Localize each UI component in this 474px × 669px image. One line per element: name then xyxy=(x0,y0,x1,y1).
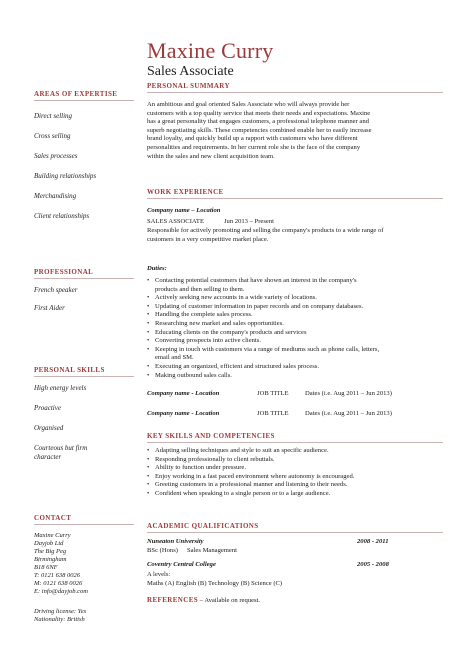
contact-address xyxy=(34,532,88,596)
expertise-section xyxy=(34,90,134,220)
list-item: • Ability to function under pressure. xyxy=(147,464,247,472)
references-line xyxy=(147,596,260,606)
contact-line: B18 6NF xyxy=(34,564,58,571)
list-item: • Executing an organized, efficient and structured sales process. xyxy=(147,362,319,370)
list-item: • Updating of customer information in paper records and on company databases. xyxy=(147,302,364,310)
current-role: SALES ASSOCIATE xyxy=(147,218,204,225)
list-item: • Handling the complete sales process. xyxy=(147,311,253,319)
education-detail-1: BSc (Hons) Sales Management xyxy=(147,547,237,554)
skill-item: character xyxy=(34,453,62,461)
previous-job-1: Company name - Location JOB TITLE Dates (i.e. Aug 2011 – Jun 2013) xyxy=(147,390,392,397)
duties-label: Duties: xyxy=(147,265,167,272)
contact-mobile: M: 0121 638 0026 xyxy=(34,580,83,587)
list-item: • Contacting potential customers that have shown an interest in the company's products and then selling to them. xyxy=(147,277,357,293)
education-detail-2b: Maths (A) English (B) Technology (B) Science (C) xyxy=(147,580,283,587)
contact-heading: CONTACT xyxy=(34,514,134,525)
contact-line: Maxine Curry xyxy=(34,532,71,539)
key-skills-heading: KEY SKILLS AND COMPETENCIES xyxy=(147,432,443,443)
references-text: – Available on request. xyxy=(199,597,261,604)
expertise-item: Direct selling xyxy=(34,112,73,120)
job-title: Sales Associate xyxy=(147,64,234,79)
references-label: REFERENCES xyxy=(147,596,199,604)
expertise-item: Cross selling xyxy=(34,132,71,140)
expertise-heading: AREAS OF EXPERTISE xyxy=(34,90,134,101)
expertise-item: Sales processes xyxy=(34,152,78,160)
professional-item: First Aider xyxy=(34,304,65,312)
list-item: • Greeting customers in a professional manner and listening to their needs. xyxy=(147,481,348,489)
contact-line: The Big Peg xyxy=(34,548,67,555)
education-heading: ACADEMIC QUALIFICATIONS xyxy=(147,522,443,533)
summary-text xyxy=(147,101,439,161)
summary-line: An ambitious and goal oriented Sales Associate who will always provide her xyxy=(147,101,350,108)
list-item: • Adapting selling techniques and style to suit an specific audience. xyxy=(147,447,329,454)
list-item: • Making outbound sales calls. xyxy=(147,371,232,379)
expertise-item: Merchandising xyxy=(34,192,77,200)
list-item: • Educating clients on the company's products and services xyxy=(147,328,307,336)
professional-item: French speaker xyxy=(34,286,78,294)
resp-line: customers in a very competitive market place. xyxy=(147,235,269,243)
summary-line: personalities and requirements. In her current role she is the face of the company xyxy=(147,143,361,151)
nationality: Nationality: British xyxy=(34,616,85,623)
skill-item: High energy levels xyxy=(34,384,87,392)
summary-line: brand loyalty, and quickly build up a rapport with customers who have different xyxy=(147,135,358,143)
key-skills-list xyxy=(147,447,439,499)
list-item: • Keeping in touch with customers via a range of mediums such as phone calls, letters, email and SM. xyxy=(147,345,380,362)
summary-line: customers with a top quality service that meets their needs and expectations. Maxine xyxy=(147,109,371,117)
responsibility-text xyxy=(147,227,439,244)
personal-skills-heading: PERSONAL SKILLS xyxy=(34,366,134,377)
contact-line: Birmingham xyxy=(34,556,67,563)
current-company: Company name – Location xyxy=(147,207,221,214)
contact-phone: T: 0121 638 0026 xyxy=(34,572,81,579)
skill-item: Proactive xyxy=(34,404,61,412)
expertise-item: Building relationships xyxy=(34,172,97,180)
list-item: • Enjoy working in a fast paced environment where autonomy is encouraged. xyxy=(147,472,355,480)
education-entry-1: Nuneaton University 2008 - 2011 xyxy=(147,538,389,545)
list-item: • Converting prospects into active clients. xyxy=(147,337,262,345)
summary-line: has a great personality that engages customers, a professional telephone manner and xyxy=(147,118,369,126)
list-item: • Actively seeking new accounts in a wide variety of locations. xyxy=(147,294,317,302)
driving-license: Driving license: Yes xyxy=(34,608,87,615)
duties-list xyxy=(147,277,439,380)
summary-heading: PERSONAL SUMMARY xyxy=(147,82,443,93)
skill-item: Courteous but firm xyxy=(34,444,88,452)
education-detail-2a: A levels: xyxy=(147,571,171,578)
list-item: • Responding professionally to client rebuttals. xyxy=(147,455,275,463)
list-item: • Researching new market and sales opportunities. xyxy=(147,319,284,327)
personal-skills-section xyxy=(34,366,134,461)
professional-section xyxy=(34,268,134,312)
contact-section xyxy=(34,514,134,623)
list-item: • Confident when speaking to a single person or to a large audience. xyxy=(147,489,331,497)
summary-line: superb negotiating skills. These competencies combined enable her to easily increase xyxy=(147,126,372,134)
candidate-name: Maxine Curry xyxy=(147,38,274,63)
contact-line: Dayjob Ltd xyxy=(34,540,64,547)
professional-heading: PROFESSIONAL xyxy=(34,268,134,279)
current-dates: Jun 2013 – Present xyxy=(223,218,274,225)
current-role-line xyxy=(147,218,274,227)
resp-line: Responsible for actively promoting and selling the company's products to a wide range of xyxy=(147,227,384,234)
experience-heading: WORK EXPERIENCE xyxy=(147,188,443,199)
education-entry-2: Coventry Central College 2005 - 2008 xyxy=(147,561,389,568)
previous-job-2: Company name - Location JOB TITLE Dates (i.e. Aug 2011 – Jun 2013) xyxy=(147,410,392,417)
expertise-item: Client relationships xyxy=(34,212,90,220)
contact-email[interactable]: E: info@dayjob.com xyxy=(34,588,88,595)
contact-extra xyxy=(34,608,86,624)
summary-line: within the sales and new client acquisition team. xyxy=(147,152,275,160)
skill-item: Organised xyxy=(34,424,64,432)
